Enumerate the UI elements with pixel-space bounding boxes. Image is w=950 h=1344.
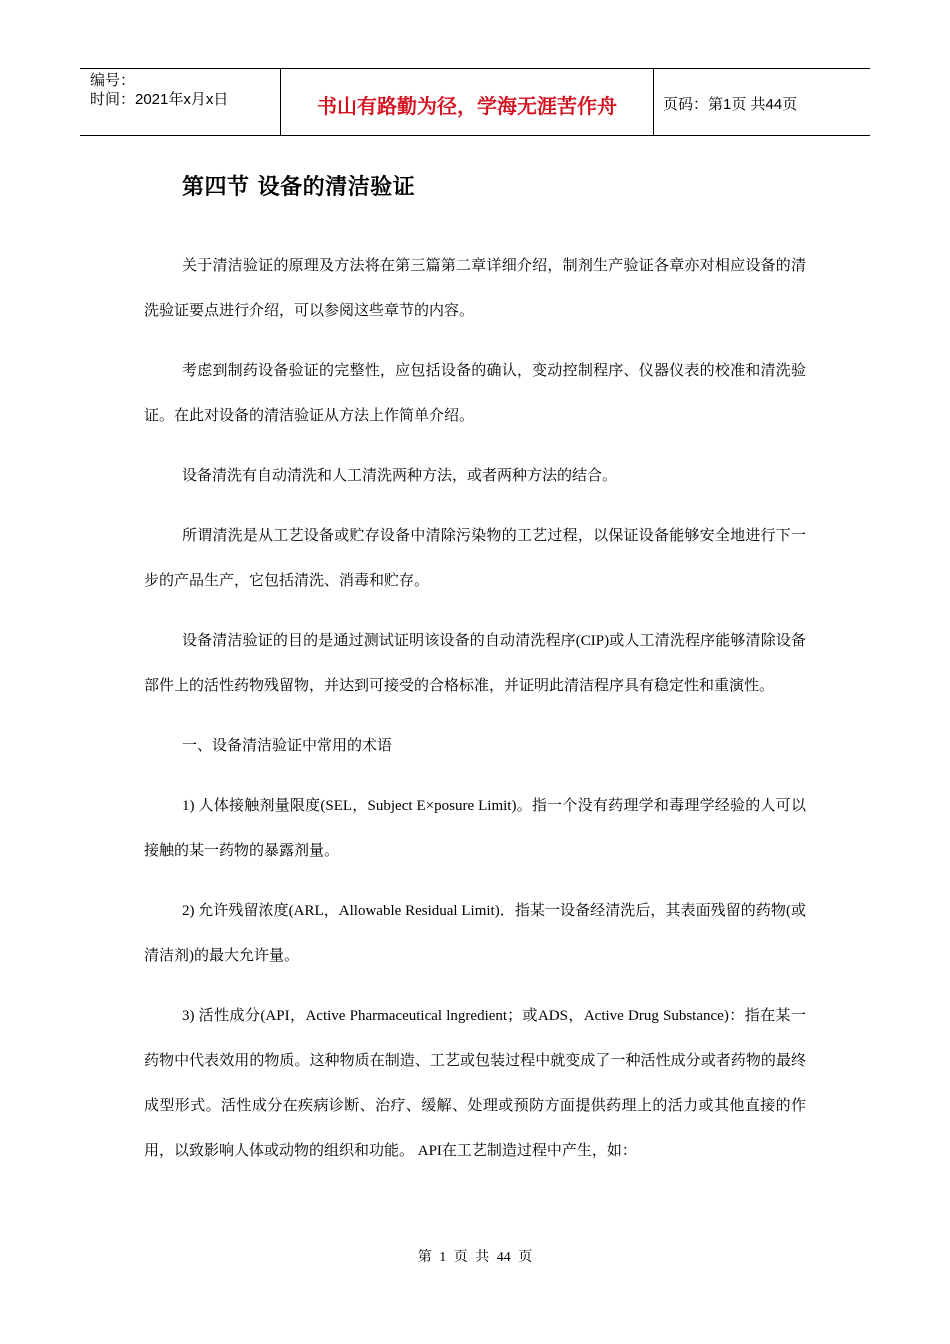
paragraph: 3) 活性成分(API，Active Pharmaceutical lngredient；或ADS，Active Drug Substance)：指在某一药物中代表效用的物质。这种物质在制造、工艺或包装过程中就变成了一种活性成分或者药物的最终成型形式。活性成分在疾病诊断、治疗、缓解、处理或预防方面提供药理上的活力或其他直接的作用，以致影响人体或动物的组织和功能。 API在工艺制造过程中产生，如：: [144, 1008, 806, 1159]
subheading: 一、设备清洁验证中常用的术语: [182, 738, 393, 754]
paragraph: 1) 人体接触剂量限度(SEL，Subject E×posure Limit)。指一个没有药理学和毒理学经验的人可以接触的某一药物的暴露剂量。: [144, 798, 806, 859]
paragraph: 关于清洁验证的原理及方法将在第三篇第二章详细介绍，制剂生产验证各章亦对相应设备的清洗验证要点进行介绍，可以参阅这些章节的内容。: [144, 258, 806, 319]
page-footer: 第 1 页 共 44 页: [417, 1250, 533, 1265]
document-body: [144, 244, 806, 1189]
header-motto: 书山有路勤为径，学海无涯苦作舟: [281, 69, 654, 135]
paragraph: 设备清洁验证的目的是通过测试证明该设备的自动清洗程序(CIP)或人工清洗程序能够清除设备部件上的活性药物残留物，并达到可接受的合格标准，并证明此清洁程序具有稳定性和重演性。: [144, 633, 806, 694]
header-meta: [80, 69, 281, 135]
paragraph: 设备清洗有自动清洗和人工清洗两种方法，或者两种方法的结合。: [182, 468, 618, 484]
header-page-number: 页码：第1页 共44页: [663, 95, 798, 113]
paragraph: 所谓清洗是从工艺设备或贮存设备中清除污染物的工艺过程，以保证设备能够安全地进行下一步的产品生产，它包括清洗、消毒和贮存。: [144, 528, 806, 589]
section-title: 第四节 设备的清洁验证: [182, 175, 416, 200]
document-date: 时间：2021年x月x日: [90, 91, 229, 108]
paragraph: 考虑到制药设备验证的完整性，应包括设备的确认，变动控制程序、仪器仪表的校准和清洗验证。在此对设备的清洁验证从方法上作简单介绍。: [144, 363, 806, 424]
document-number-label: 编号：: [90, 72, 136, 89]
page-header: [80, 68, 870, 136]
paragraph: 2) 允许残留浓度(ARL，Allowable Residual Limit)．指某一设备经清洗后，其表面残留的药物(或清洁剂)的最大允许量。: [144, 903, 806, 964]
